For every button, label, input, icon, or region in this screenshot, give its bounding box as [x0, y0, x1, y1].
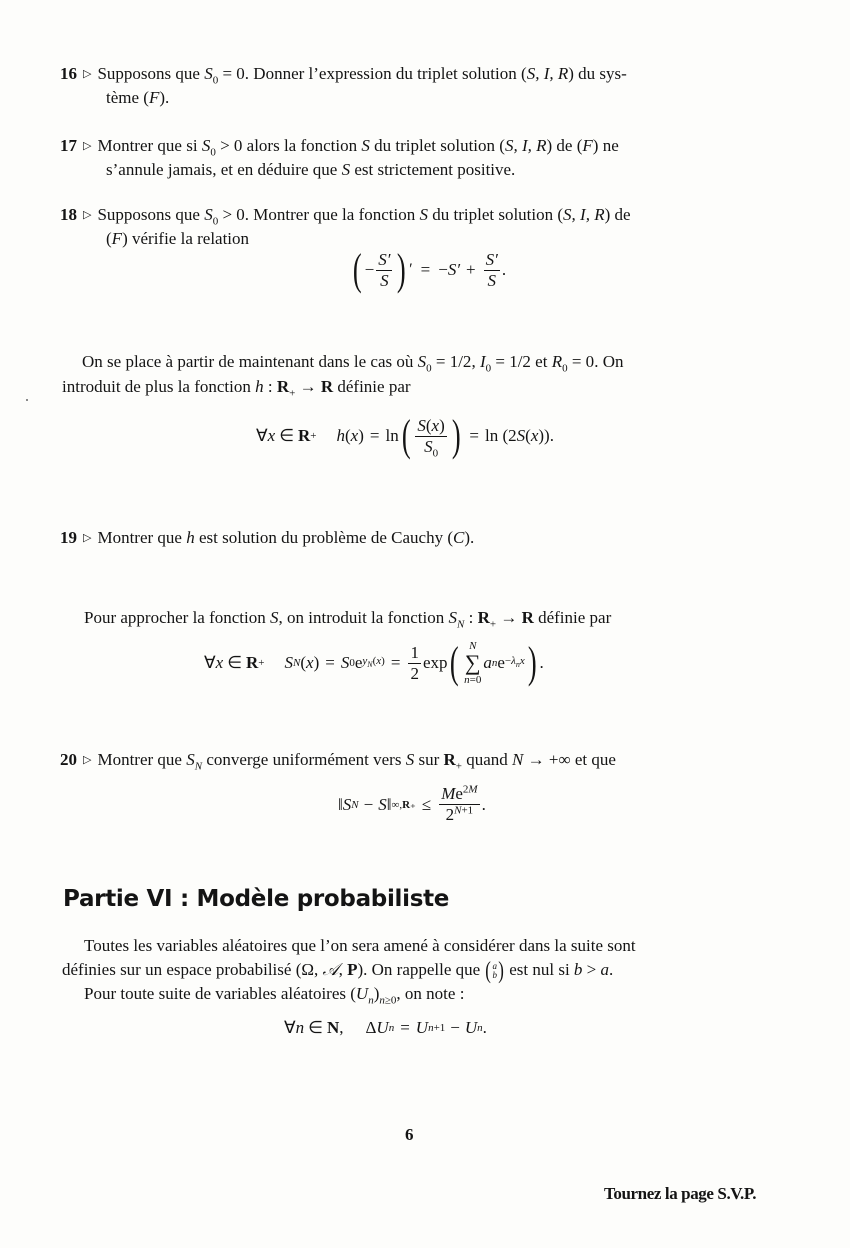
paragraph-SN-definition: Pour approcher la fonction S, on introduit la fonction $S_N$ : $R_+ \to R$ définie par [84, 608, 612, 631]
equation-18: ( − $\frac{S'}{S}$ ) ′ = − S′ + $\frac{S'}{S}$ . [352, 245, 507, 294]
question-16: 16 ▷ Supposons que $S_0 = 0$. Donner l’expression du triplet solution (S, I, R) du sys- tème (F). [60, 64, 627, 107]
question-20: 20 ▷ Montrer que $S_N$ converge uniformément vers S sur $R_+$ quand N → +∞ et que [60, 750, 616, 773]
paragraph-h-line2: introduit de plus la fonction h : $R_+ \to R$ définie par [62, 377, 411, 400]
equation-SN: ∀ x ∈ R + S N ( x ) = S 0 e $y_N(x)$ = $\frac{1}{2}$ exp ( N ∑ n=0 a n e $-\lambda_nx$ ) . [204, 638, 544, 687]
question-number: 16 [60, 64, 77, 83]
question-17: 17 ▷ Montrer que si $S_0 > 0$ alors la fonction S du triplet solution (S, I, R) de (F) ne s’annule jamais, et en déduire que S est strictement positive. [60, 136, 619, 179]
section-heading: Partie VI : Modèle probabiliste [63, 886, 450, 912]
paragraph-h-definition: On se place à partir de maintenant dans le cas où $S_0 = 1/2$, $I_0 = 1/2$ et $R_0 = 0$. On [82, 352, 624, 375]
section-paragraph-line1: Toutes les variables aléatoires que l’on sera amené à considérer dans la suite sont [84, 936, 636, 955]
page-footer: Tournez la page S.V.P. [604, 1184, 757, 1203]
question-number: 18 [60, 205, 77, 224]
triangle-marker-icon: ▷ [83, 532, 92, 544]
equation-h: ∀ x ∈ R + h ( x ) = ln ( $\frac{S(x)}{S_0}$ ) = ln (2 S ( x )) . [256, 411, 554, 460]
math-inline: $S_0 = 0$ [204, 64, 245, 87]
question-number: 17 [60, 136, 77, 155]
question-number: 20 [60, 750, 77, 769]
question-19: 19 ▷ Montrer que h est solution du problème de Cauchy (C). [60, 526, 770, 550]
page-number: 6 [405, 1125, 414, 1144]
triangle-marker-icon: ▷ [83, 209, 92, 221]
triangle-marker-icon: ▷ [83, 140, 92, 152]
question-18: 18 ▷ Supposons que $S_0 > 0$. Montrer que la fonction S du triplet solution (S, I, R) de (F) vérifie la relation [60, 205, 631, 248]
equation-20: ‖ S N − S ‖ ∞,R₊ ≤ $\frac{Me^{2M}}{2^{N+1}}$ . [338, 783, 486, 824]
triangle-marker-icon: ▷ [83, 754, 92, 766]
triangle-marker-icon: ▷ [83, 68, 92, 80]
section-paragraph-line2: définies sur un espace probabilisé (Ω, 𝒜, P). On rappelle que ( a b ) est nul si b > a. [62, 958, 614, 985]
equation-delta: ∀ n ∈ N , Δ U n = U n+1 − U n . [284, 1018, 487, 1037]
scan-speck [26, 399, 28, 401]
question-number: 19 [60, 528, 77, 547]
binomial-coefficient: ( a b ) [485, 958, 504, 985]
section-paragraph-line3: Pour toute suite de variables aléatoires $(U_n)_{n\ge 0}$, on note : [84, 984, 465, 1007]
